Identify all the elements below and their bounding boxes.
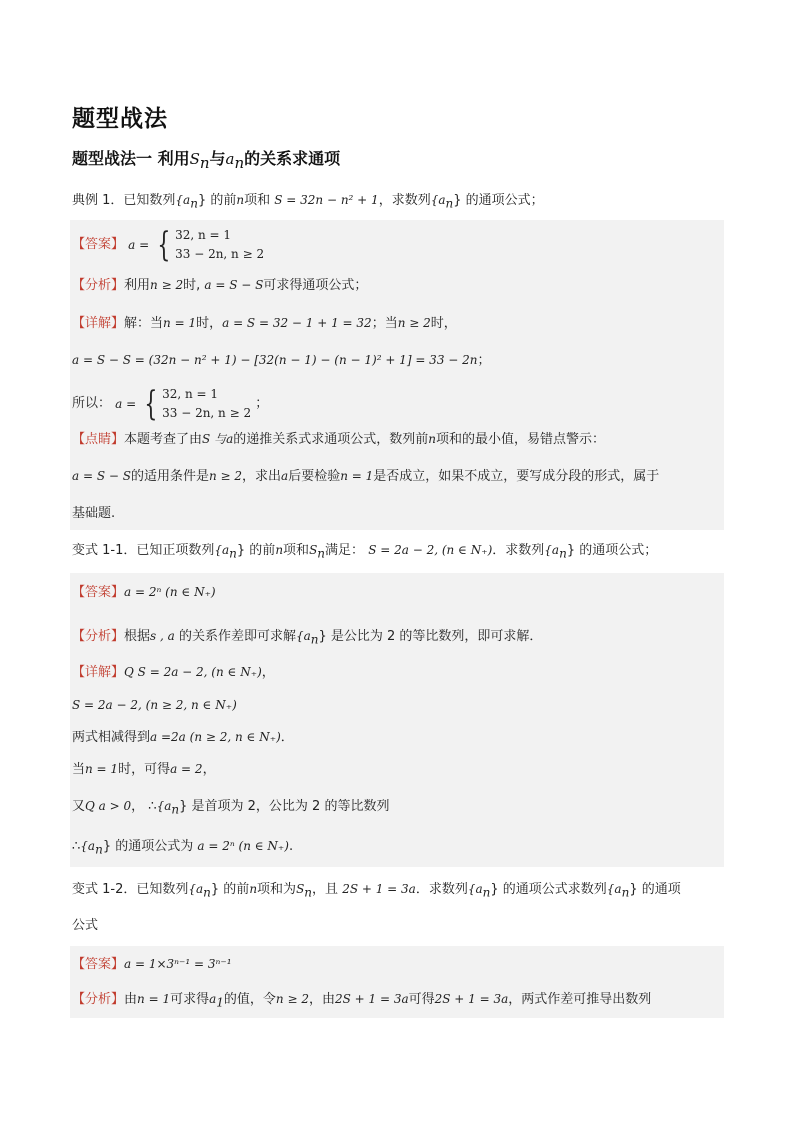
variant11-analysis: 【分析】根据s , a 的关系作差即可求解$\{a_n\}$ 是公比为 2 的等比数列，即可求解． xyxy=(72,629,543,647)
variant11-line4: 当n = 1时，可得a = 2， xyxy=(72,762,216,777)
example1-derivation: a = S − S = (32n − n² + 1) − [32(n − 1) − (n − 1)² + 1] = 33 − 2n； xyxy=(72,353,491,368)
example1-note-line3: 基础题. xyxy=(72,506,116,521)
variant11-detail: 【详解】Q S = 2a − 2, (n ∈ N₊)， xyxy=(72,665,275,680)
example1-detail: 【详解】解：当n = 1时，a = S = 32 − 1 + 1 = 32；当n ≥ 2时， xyxy=(72,316,457,331)
section-heading: 题型战法一 利用$S_n$与$a_n$的关系求通项 xyxy=(72,149,341,173)
example1-note-line1: 【点睛】本题考查了由S 与a的递推关系式求通项公式，数列前n项和的最小值，易错点警示： xyxy=(72,432,605,447)
variant11-question: 变式 1-1．已知正项数列$\{a_n\}$ 的前n项和$S_n$满足： S = 2a − 2, (n ∈ N₊)．求数列$\{a_n\}$ 的通项公式； xyxy=(72,543,658,561)
example1-answer: 【答案】 a = { 32, n = 1 33 − 2n, n ≥ 2 xyxy=(72,225,265,265)
variant12-question-line1: 变式 1-2．已知数列$\{a_n\}$ 的前n项和为$S_n$，且 2S + 1 = 3a．求数列$\{a_n\}$ 的通项公式求数列$\{a_n\}$ 的通项 xyxy=(72,882,681,900)
example1-question: 典例 1．已知数列$\{a_n\}$ 的前n项和 S = 32n − n² + 1，求数列$\{a_n\}$ 的通项公式； xyxy=(72,193,544,211)
variant12-analysis: 【分析】由n = 1可求得$a_1$的值，令n ≥ 2，由2S + 1 = 3a可得2S + 1 = 3a，两式作差可推导出数列 xyxy=(72,992,652,1010)
variant12-answer: 【答案】a = 1×3ⁿ⁻¹ = 3ⁿ⁻¹ xyxy=(72,957,232,972)
variant11-line6: $\therefore\{a_n\}$ 的通项公式为 a = 2ⁿ (n ∈ N₊). xyxy=(72,839,294,857)
example1-analysis: 【分析】利用n ≥ 2时, a = S − S可求得通项公式； xyxy=(72,278,368,293)
variant11-solution-block xyxy=(70,573,724,867)
variant12-question-line2: 公式 xyxy=(72,918,99,933)
variant11-line5: 又Q a > 0， $\therefore\{a_n\}$ 是首项为 2，公比为 2 的等比数列 xyxy=(72,799,390,817)
variant11-line2: S = 2a − 2, (n ≥ 2, n ∈ N₊) xyxy=(72,698,237,712)
example1-conclusion: 所以： a = { 32, n = 1 33 − 2n, n ≥ 2 ； xyxy=(72,384,269,424)
page-title: 题型战法 xyxy=(72,106,168,132)
variant11-answer: 【答案】a = 2ⁿ (n ∈ N₊) xyxy=(72,585,216,600)
example1-note-line2: a = S − S的适用条件是n ≥ 2，求出a后要检验n = 1是否成立，如果不成立，要写成分段的形式，属于 xyxy=(72,469,660,484)
variant11-line3: 两式相减得到a =2a (n ≥ 2, n ∈ N₊)． xyxy=(72,730,294,745)
